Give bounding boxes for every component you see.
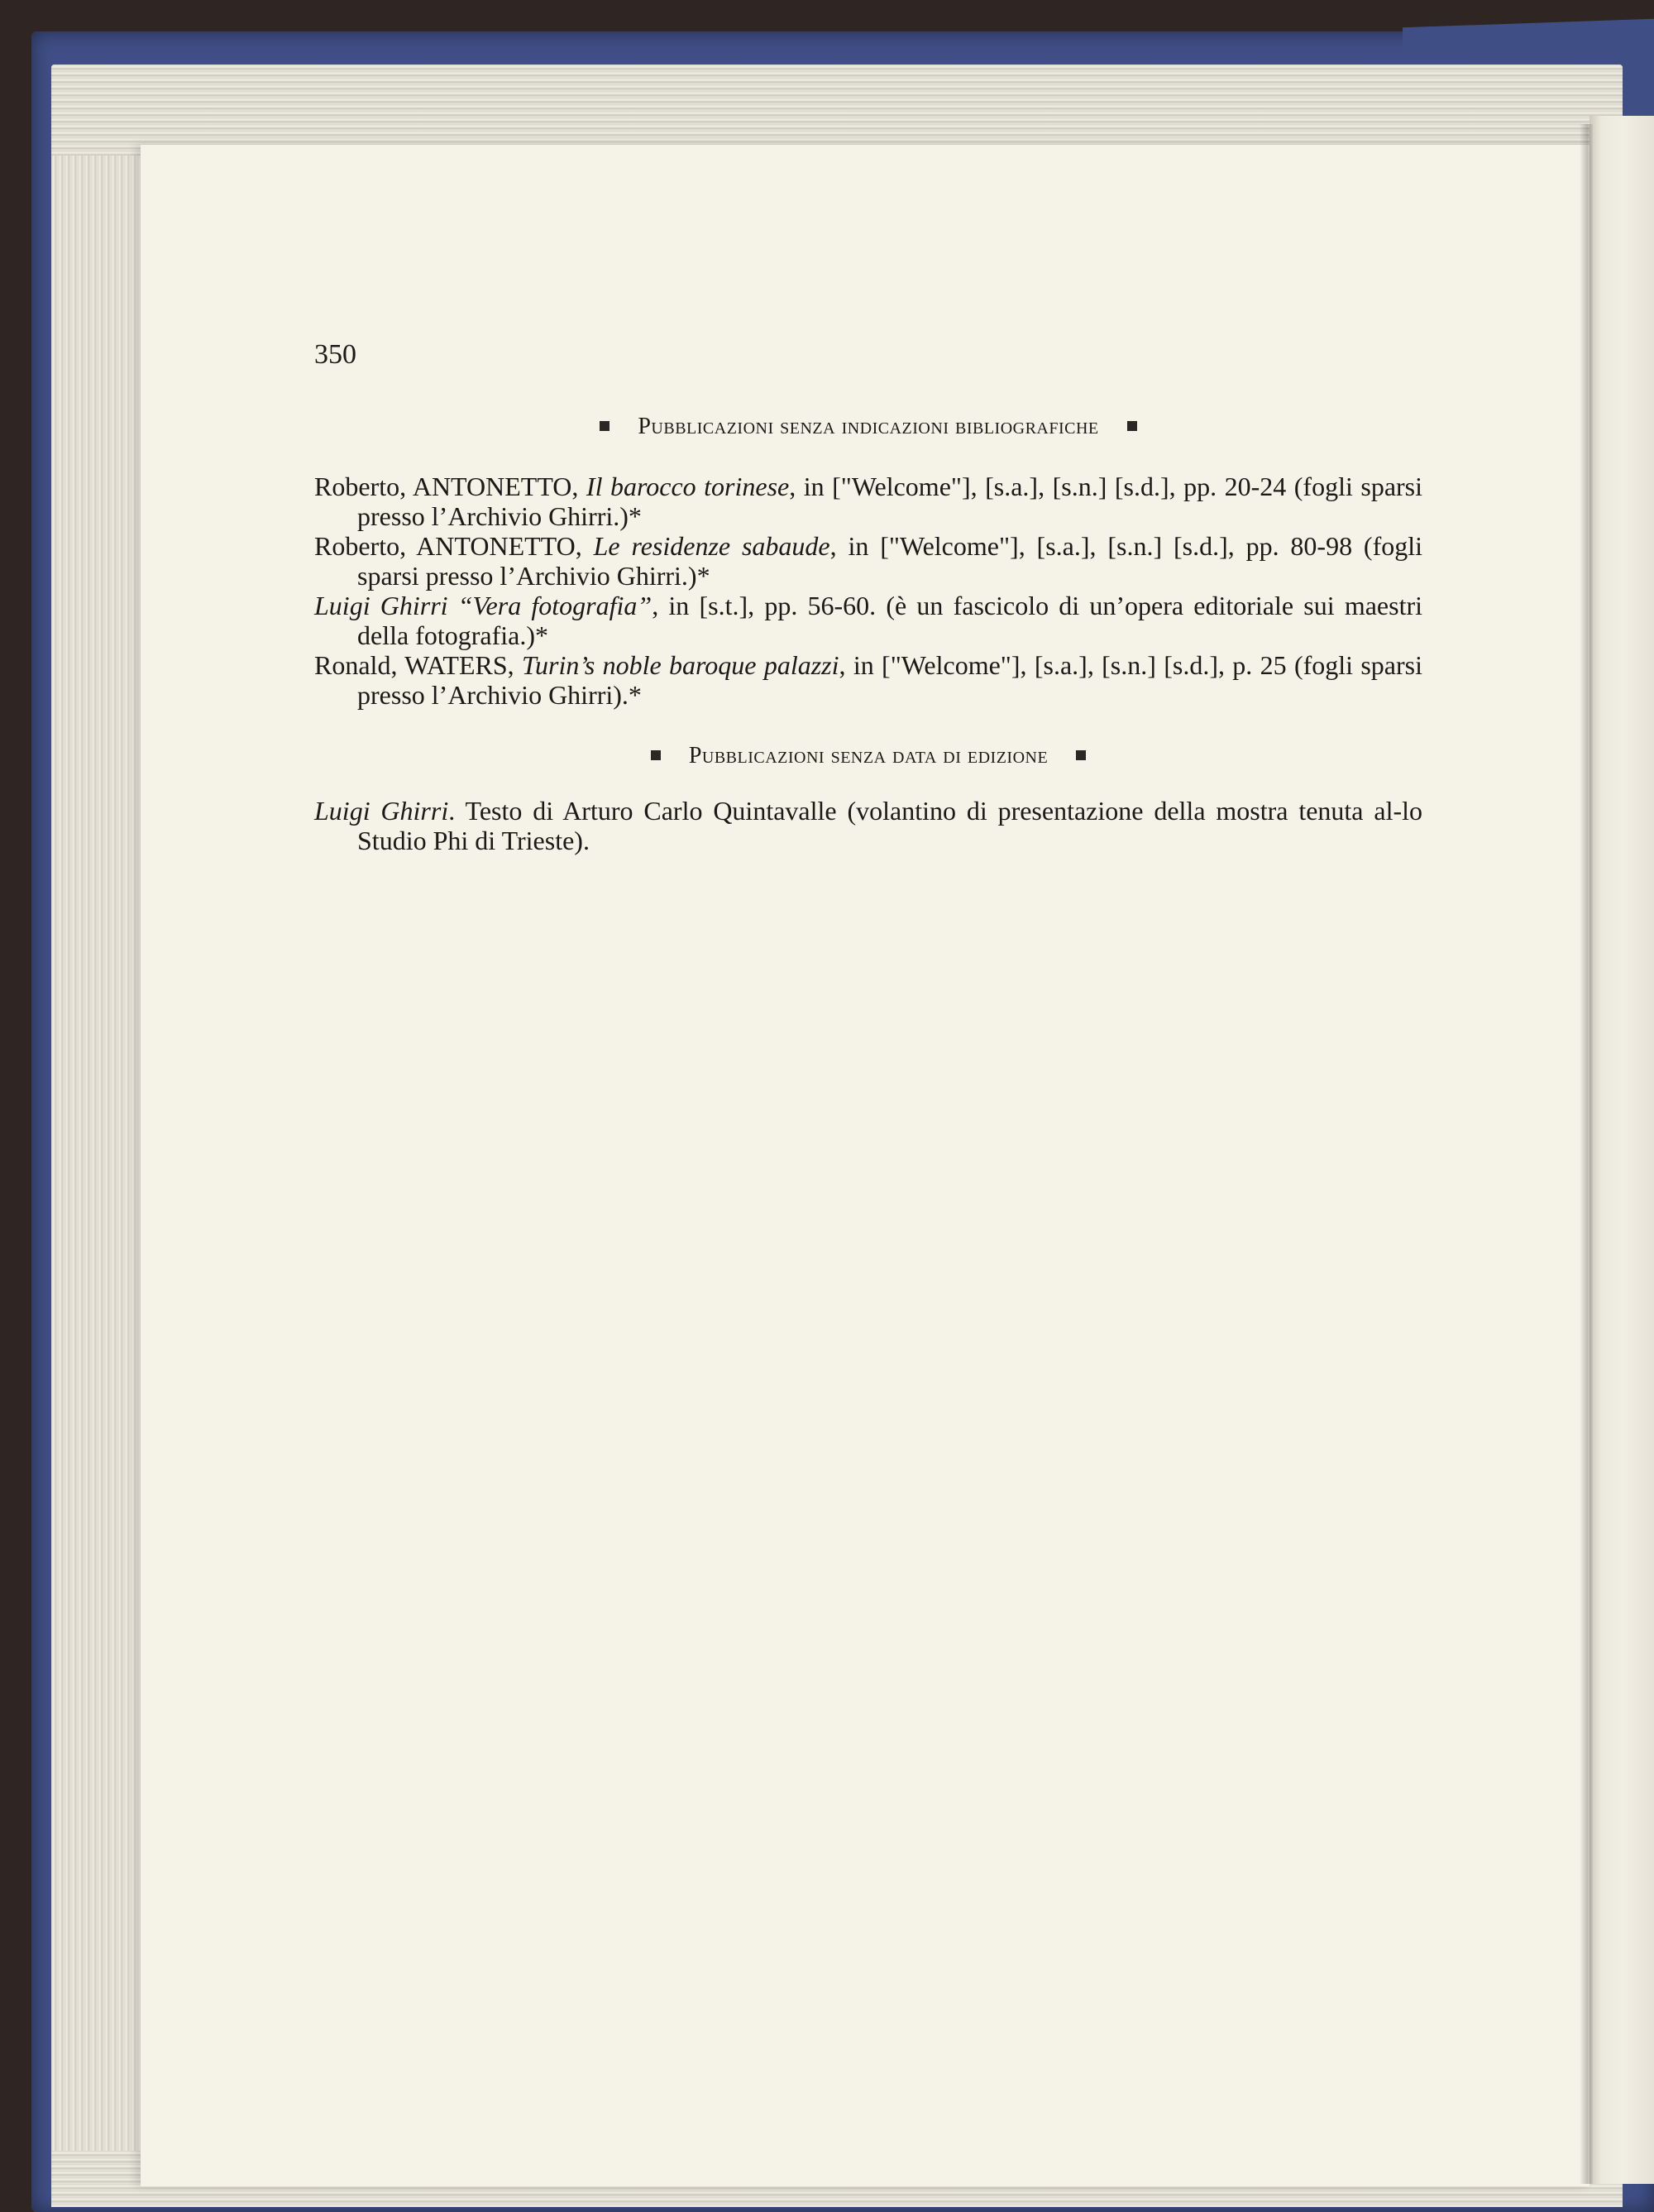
section-heading-bibliographic — [314, 414, 1422, 440]
bibliography-entry — [314, 650, 1422, 710]
entry-details: , in [s.t.], pp. 56-60. (è un fascicolo di un’opera editoriale sui maestri della fotografia.)* — [357, 591, 1423, 650]
bibliography-entry — [314, 531, 1422, 591]
entry-details: , in ["Welcome"], [s.a.], [s.n.] [s.d.], p. 25 (fogli sparsi presso l’Archivio Ghirri).* — [357, 650, 1423, 710]
section-heading-label: Pubblicazioni senza indicazioni bibliografiche — [638, 414, 1099, 439]
square-bullet-icon — [1076, 750, 1086, 760]
section-heading-no-date — [314, 743, 1422, 769]
entry-details: . Testo di Arturo Carlo Quintavalle (volantino di presentazione della mostra tenuta al-lo Studio Phi di Trieste). — [357, 796, 1423, 855]
square-bullet-icon — [600, 421, 609, 431]
bibliography-entry — [314, 591, 1422, 650]
entry-title: Luigi Ghirri “Vera fotografia” — [314, 591, 653, 620]
bibliography-list — [314, 796, 1422, 855]
bibliography-entry — [314, 796, 1422, 855]
page-number: 350 — [314, 339, 356, 370]
entry-author: Roberto, ANTONETTO, — [314, 472, 586, 501]
square-bullet-icon — [1127, 421, 1137, 431]
entry-author: Ronald, WATERS, — [314, 650, 522, 680]
entry-title: Il barocco torinese — [586, 472, 790, 501]
bibliography-list — [314, 472, 1422, 710]
page-edges-top — [51, 65, 1623, 156]
entry-details: , in ["Welcome"], [s.a.], [s.n.] [s.d.], pp. 80-98 (fogli sparsi presso l’Archivio Ghirri.)* — [357, 531, 1423, 591]
entry-title: Luigi Ghirri — [314, 796, 449, 826]
book-page — [141, 145, 1589, 2186]
entry-title: Le residenze sabaude — [593, 531, 830, 561]
entry-details: , in ["Welcome"], [s.a.], [s.n.] [s.d.], pp. 20-24 (fogli sparsi presso l’Archivio Ghirri.)* — [357, 472, 1423, 531]
entry-author: Roberto, ANTONETTO, — [314, 531, 594, 561]
bibliography-entry — [314, 472, 1422, 531]
facing-page-sliver — [1589, 116, 1654, 2184]
page-gutter-shadow — [1580, 124, 1593, 2184]
square-bullet-icon — [651, 750, 661, 760]
entry-title: Turin’s noble baroque palazzi — [521, 650, 839, 680]
section-heading-label: Pubblicazioni senza data di edizione — [688, 743, 1049, 768]
